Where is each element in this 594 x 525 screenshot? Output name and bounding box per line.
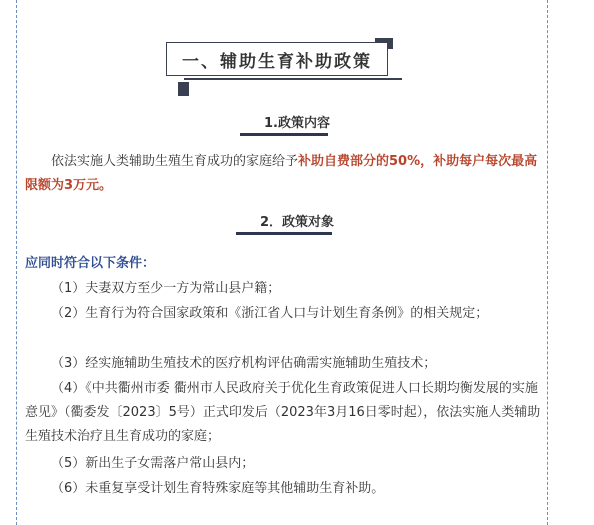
section1-text: 依法实施人类辅助生殖生育成功的家庭给予: [51, 154, 299, 169]
title-shadow-line: [184, 78, 402, 80]
section2-underline: [236, 232, 332, 235]
condition-item-5: （5）新出生子女需落户常山县内；: [51, 456, 255, 471]
section1-paragraph: [25, 150, 541, 198]
main-title-box: [166, 38, 393, 84]
section1-title: 1.政策内容: [264, 116, 330, 131]
condition-item-3: （3）经实施辅助生殖技术的医疗机构评估确需实施辅助生殖技术；: [51, 356, 437, 371]
left-dashed-border: [16, 0, 17, 525]
condition-heading: 应同时符合以下条件：: [25, 256, 156, 271]
title-corner-accent-bottom: [178, 82, 189, 96]
condition-item-1: （1）夫妻双方至少一方为常山县户籍；: [51, 281, 281, 296]
main-title: 一、辅助生育补助政策: [182, 51, 372, 72]
condition-item-2: （2）生育行为符合国家政策和《浙江省人口与计划生育条例》的相关规定；: [51, 306, 489, 321]
condition-item-6: （6）未重复享受计划生育特殊家庭等其他辅助生育补助。: [51, 481, 385, 496]
section1-highlight: 补助自费部分的50%，补助每户每次最高限额为3万元。: [25, 154, 538, 193]
condition-item-4: （4）《中共衢州市委 衢州市人民政府关于优化生育政策促进人口长期均衡发展的实施意见》（衢委发〔2023〕5号）正式印发后（2023年3月16日零时起），依法实施人类辅助生殖技术治疗且生育成功的家庭；: [25, 381, 541, 444]
title-border: [166, 42, 388, 76]
section1-underline: [240, 133, 328, 136]
section2-title: 2．政策对象: [259, 215, 335, 230]
right-dashed-border: [547, 0, 548, 525]
